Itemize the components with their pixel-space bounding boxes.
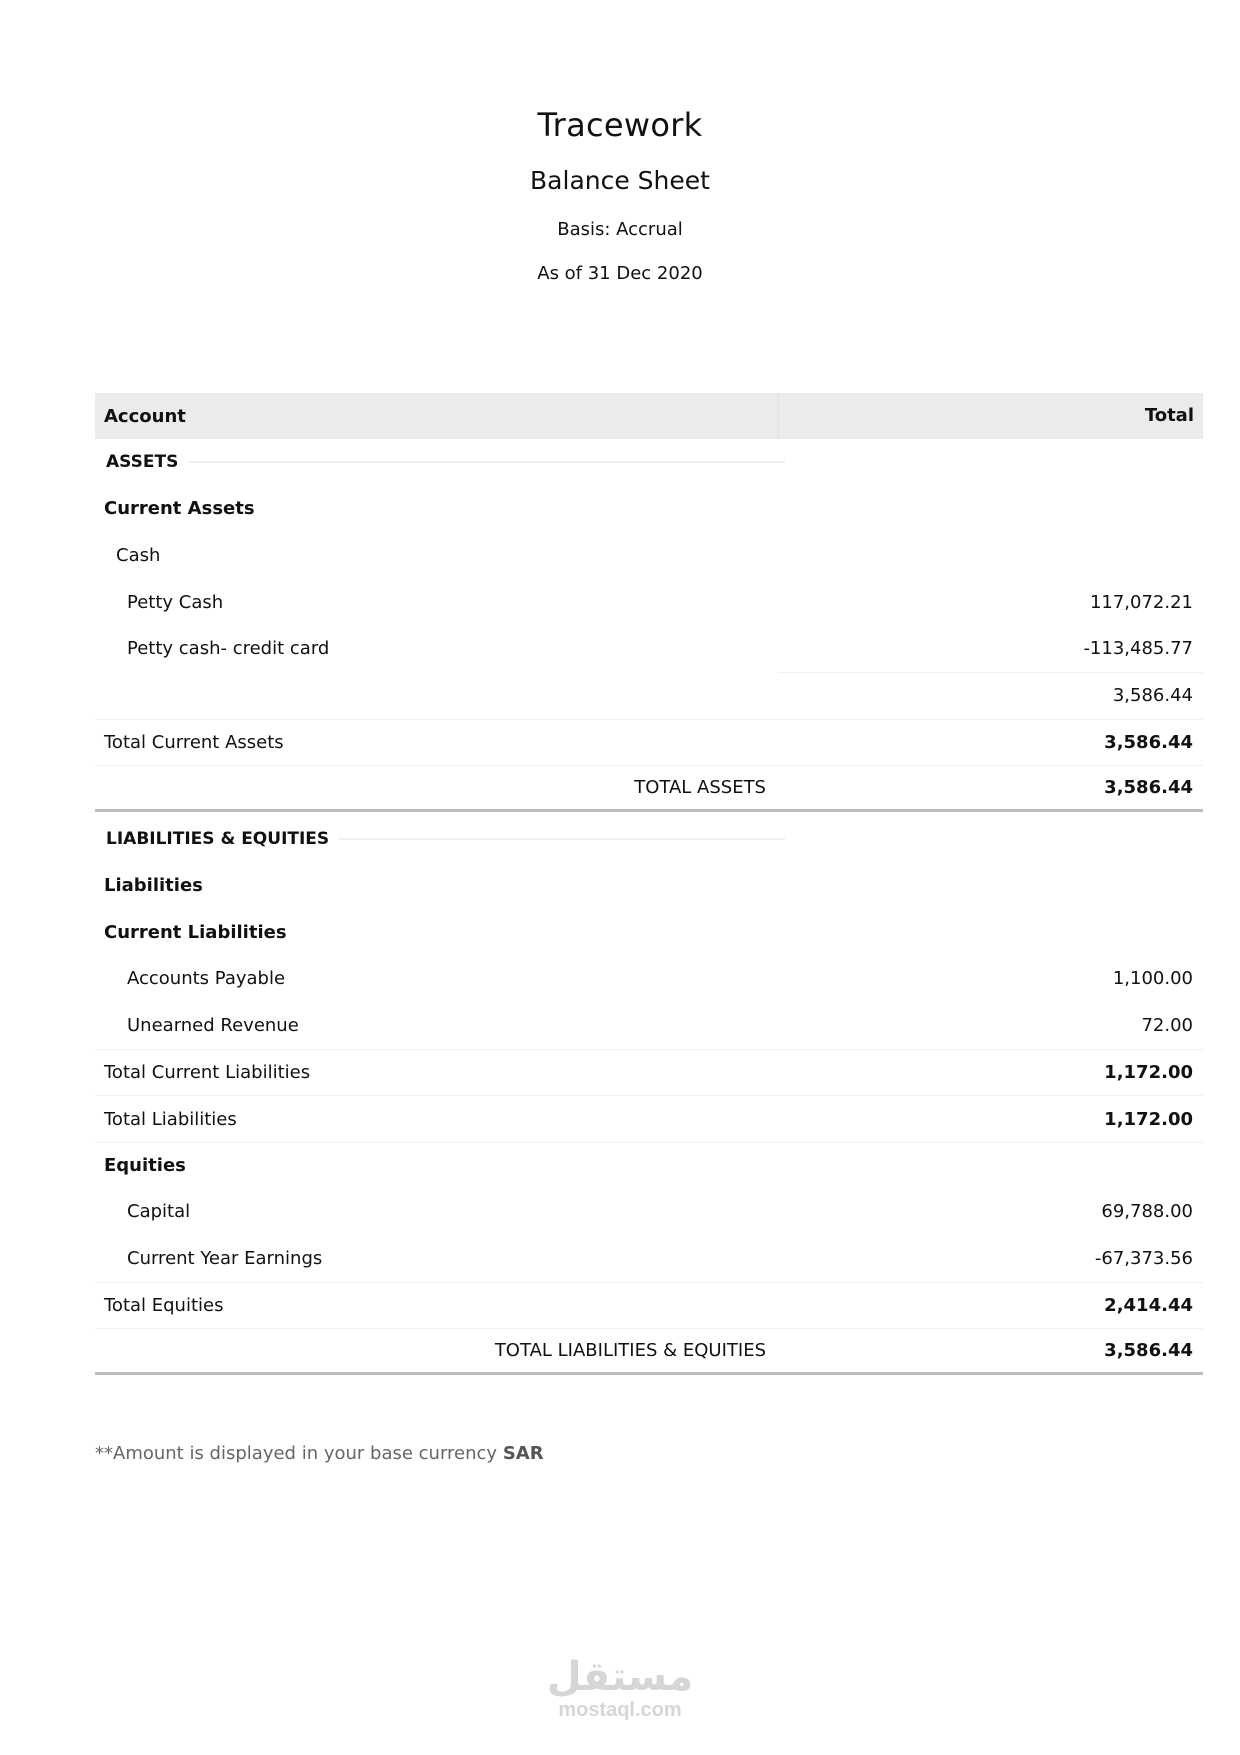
account-name[interactable]: Current Year Earnings (127, 1247, 323, 1269)
table-row[interactable] (95, 625, 1203, 672)
account-total: -67,373.56 (1094, 1247, 1193, 1269)
account-name[interactable]: Accounts Payable (127, 968, 286, 990)
account-total: 1,100.00 (1112, 968, 1193, 990)
account-total: 117,072.21 (1089, 591, 1193, 613)
total-label: Total Current Liabilities (104, 1062, 311, 1084)
section-divider (188, 461, 785, 463)
account-total: 69,788.00 (1101, 1201, 1193, 1223)
grand-total-value: 3,586.44 (1104, 1340, 1193, 1362)
section-label: ASSETS (106, 452, 179, 473)
section-assets (95, 439, 1203, 486)
grand-total-label: TOTAL ASSETS (634, 776, 766, 798)
group-label: Current Assets (104, 498, 255, 520)
group-label: Liabilities (104, 875, 203, 897)
total-column-header: Total (778, 393, 1203, 439)
cash-subtotal: 3,586.44 (778, 672, 1203, 719)
table-row[interactable] (95, 1189, 1203, 1236)
table-row[interactable] (95, 579, 1203, 626)
total-label: Total Liabilities (104, 1108, 237, 1130)
footnote-text: **Amount is displayed in your base currency (95, 1443, 498, 1464)
section-label: LIABILITIES & EQUITIES (106, 829, 330, 850)
account-total: -113,485.77 (1083, 638, 1193, 660)
total-label: Total Current Assets (104, 731, 284, 753)
total-value: 3,586.44 (1104, 731, 1193, 753)
grand-total-label: TOTAL LIABILITIES & EQUITIES (494, 1340, 766, 1362)
account-name[interactable]: Capital (127, 1201, 191, 1223)
total-liabilities-row (95, 1095, 1203, 1142)
watermark-logo-arabic: مستقل (546, 1654, 694, 1700)
total-equities-row (95, 1282, 1203, 1329)
balance-sheet-table (95, 393, 1203, 1375)
account-total: 72.00 (1141, 1014, 1193, 1036)
cash-subtotal-row (95, 672, 1203, 719)
group-cash (95, 532, 1203, 579)
section-divider (339, 838, 785, 840)
base-currency: SAR (502, 1443, 544, 1464)
total-current-assets-row (95, 719, 1203, 766)
account-column-header: Account (104, 405, 186, 427)
group-current-assets (95, 486, 1203, 533)
table-row[interactable] (95, 956, 1203, 1003)
report-basis: Basis: Accrual (557, 219, 683, 240)
group-label: Equities (104, 1155, 186, 1177)
table-row[interactable] (95, 1002, 1203, 1049)
watermark-logo-latin: mostaql.com (558, 1699, 682, 1721)
total-liabilities-equities-row (95, 1328, 1203, 1375)
total-value: 1,172.00 (1104, 1108, 1193, 1130)
table-header (95, 393, 1203, 439)
account-name[interactable]: Petty Cash (127, 591, 224, 613)
account-name[interactable]: Unearned Revenue (127, 1014, 299, 1036)
report-title: Balance Sheet (530, 166, 710, 195)
watermark (545, 1655, 695, 1721)
organization-name: Tracework (537, 106, 703, 144)
group-current-liabilities (95, 909, 1203, 956)
report-date: As of 31 Dec 2020 (537, 263, 703, 284)
total-assets-row (95, 765, 1203, 812)
total-label: Total Equities (104, 1294, 224, 1316)
group-label: Cash (116, 544, 161, 566)
group-equities (95, 1142, 1203, 1189)
currency-footnote (95, 1443, 544, 1464)
group-liabilities (95, 862, 1203, 909)
total-value: 1,172.00 (1104, 1062, 1193, 1084)
total-current-liabilities-row (95, 1049, 1203, 1096)
table-row[interactable] (95, 1235, 1203, 1282)
account-name[interactable]: Petty cash- credit card (127, 638, 330, 660)
grand-total-value: 3,586.44 (1104, 776, 1193, 798)
section-liabilities-equities (95, 816, 1203, 863)
group-label: Current Liabilities (104, 921, 287, 943)
total-value: 2,414.44 (1104, 1294, 1193, 1316)
